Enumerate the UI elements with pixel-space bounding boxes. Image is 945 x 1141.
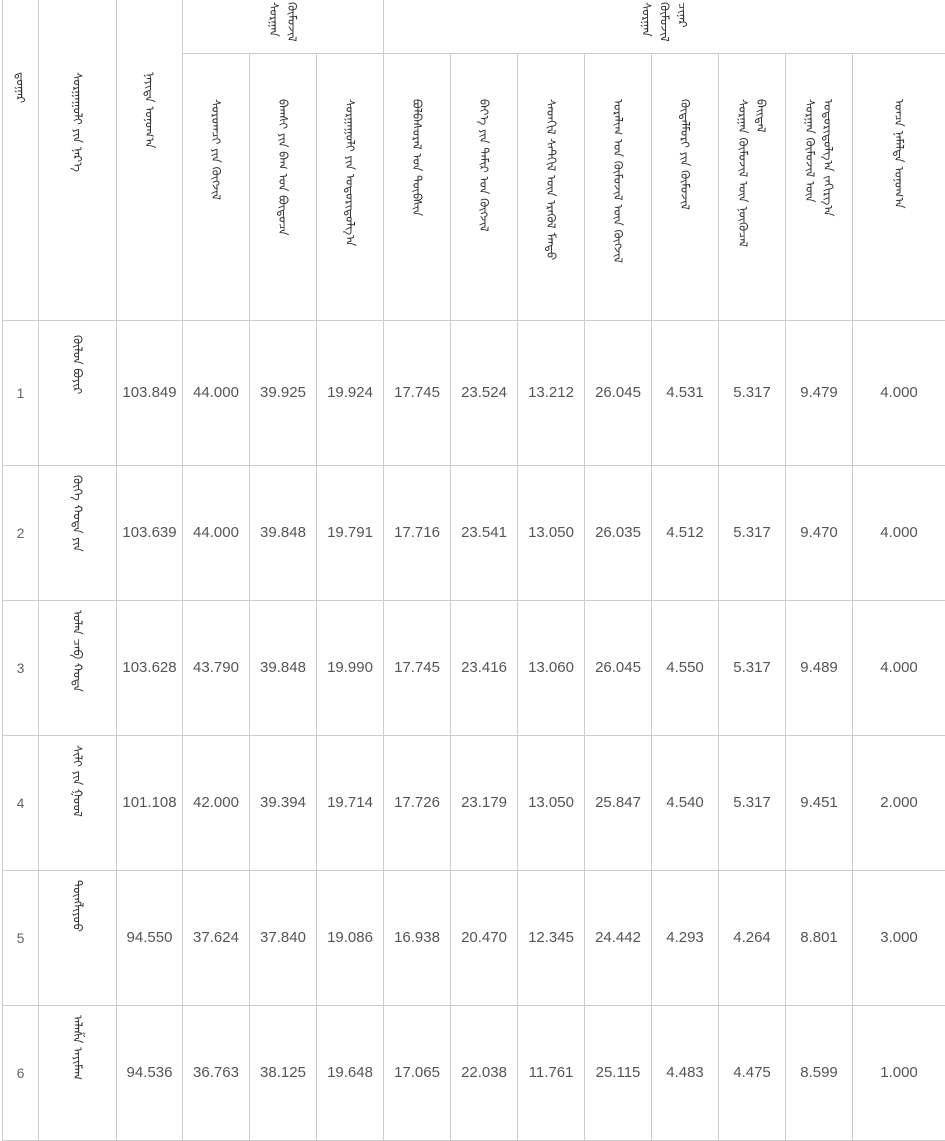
sub-header-text: ᠰᠤᠷᠭᠠᠨ ᠬᠦᠮᠦᠵᠢᠯ ᠦᠨ ᠤᠳᠤᠷᠢᠳᠤᠯᠭ᠎ᠠ ᠵᠠᠬᠢᠷᠭ᠎ᠠ [803, 99, 836, 217]
row-name-text: ᠰᠢᠯᠢ ᠶᠢᠨ ᠭᠣᠣᠯ [70, 745, 85, 817]
value-cell: 37.624 [183, 870, 250, 1005]
sub-header [652, 53, 719, 320]
value-cell: 26.035 [585, 465, 652, 600]
sub-header-text: ᠪᠠᠭᠰᠢ ᠶᠢᠨ ᠪᠠᠭ ᠤᠨ ᠪᠦᠲᠦᠴᠡ [276, 99, 290, 236]
value-cell: 19.791 [317, 465, 384, 600]
value-cell: 3.000 [853, 870, 945, 1005]
row-name [39, 320, 117, 465]
group-header-1-text: ᠰᠤᠷᠭᠠᠨ ᠬᠦᠮᠦᠵᠢᠯ [267, 1, 299, 42]
value-cell: 13.060 [518, 600, 585, 735]
table-row [3, 465, 945, 600]
value-cell: 42.000 [183, 735, 250, 870]
value-cell: 43.790 [183, 600, 250, 735]
value-total: 101.108 [117, 735, 183, 870]
sub-header [384, 53, 451, 320]
row-index: 6 [3, 1005, 39, 1140]
sub-header-text: ᠰᠡᠳᠬᠢᠯ ᠰᠡᠲᠬᠢᠯ ᠦᠨ ᠡᠷᠡᠭᠦᠯ ᠮᠡᠨᠳᠦ [544, 99, 559, 261]
value-cell: 19.648 [317, 1005, 384, 1140]
row-name [39, 870, 117, 1005]
value-cell: 20.470 [451, 870, 518, 1005]
row-name-text: ᠲᠦᠩᠯᠢᠶᠣᠤ [70, 880, 85, 932]
value-cell: 26.045 [585, 600, 652, 735]
header-name-text: ᠰᠤᠷᠭᠠᠭᠤᠯᠢ ᠶᠢᠨ ᠨᠡᠷ᠎ᠡ [70, 72, 85, 173]
sub-header [786, 53, 853, 320]
sub-header-text: ᠪᠡᠶ᠎ᠡ ᠶᠢᠨ ᠲᠠᠮᠢᠷ ᠤᠨ ᠬᠥᠭᠵᠢᠯ [477, 99, 492, 232]
value-cell: 1.000 [853, 1005, 945, 1140]
value-cell: 2.000 [853, 735, 945, 870]
sub-header-text: ᠣᠨᠴᠠ ᠨᠡᠮᠡᠯᠲᠡ ᠣᠨᠤᠭ᠎ᠠ [892, 99, 907, 209]
value-cell: 23.524 [451, 320, 518, 465]
row-name-text: ᠣᠯᠠᠨ ᠴᠠᠪ ᠬᠣᠲᠠ [70, 610, 85, 692]
header-total [117, 0, 183, 320]
value-total: 94.536 [117, 1005, 183, 1140]
value-cell: 39.848 [250, 600, 317, 735]
table-row [3, 870, 945, 1005]
value-cell: 26.045 [585, 320, 652, 465]
sub-header-text: ᠬᠥᠳᠡᠯᠮᠦᠷᠢ ᠶᠢᠨ ᠬᠦᠮᠦᠵᠢᠯ [678, 99, 693, 210]
table-row [3, 1005, 945, 1140]
value-cell: 8.801 [786, 870, 853, 1005]
value-cell: 39.848 [250, 465, 317, 600]
row-index: 1 [3, 320, 39, 465]
header-index-text: ᠳ᠋ᠤᠭᠠᠷ [13, 72, 28, 104]
sub-header-text: ᠰᠤᠷᠤᠭᠴᠢ ᠶᠢᠨ ᠬᠥᠭᠵᠢᠯ [209, 99, 223, 200]
value-cell: 4.475 [719, 1005, 786, 1140]
row-index: 2 [3, 465, 39, 600]
value-cell: 25.847 [585, 735, 652, 870]
value-cell: 4.512 [652, 465, 719, 600]
group-header-2 [384, 0, 945, 53]
value-cell: 5.317 [719, 735, 786, 870]
row-index: 3 [3, 600, 39, 735]
value-cell: 17.745 [384, 320, 451, 465]
value-cell: 38.125 [250, 1005, 317, 1140]
value-cell: 13.050 [518, 465, 585, 600]
value-cell: 25.115 [585, 1005, 652, 1140]
value-cell: 5.317 [719, 320, 786, 465]
header-name [39, 0, 117, 320]
value-cell: 13.212 [518, 320, 585, 465]
value-cell: 4.000 [853, 465, 945, 600]
value-total: 94.550 [117, 870, 183, 1005]
value-cell: 4.540 [652, 735, 719, 870]
value-cell: 4.264 [719, 870, 786, 1005]
header-total-text: ᠨᠡᠶᠢᠲᠡ ᠣᠨᠤᠭ᠎ᠠ [142, 72, 157, 149]
table-body [3, 320, 945, 1140]
score-table [2, 0, 945, 1141]
value-cell: 8.599 [786, 1005, 853, 1140]
value-cell: 16.938 [384, 870, 451, 1005]
sub-header [853, 53, 945, 320]
value-cell: 44.000 [183, 465, 250, 600]
value-cell: 4.531 [652, 320, 719, 465]
value-cell: 24.442 [585, 870, 652, 1005]
value-cell: 23.541 [451, 465, 518, 600]
row-name [39, 465, 117, 600]
value-cell: 13.050 [518, 735, 585, 870]
value-cell: 9.470 [786, 465, 853, 600]
value-cell: 22.038 [451, 1005, 518, 1140]
value-cell: 19.924 [317, 320, 384, 465]
row-index: 4 [3, 735, 39, 870]
sub-header [719, 53, 786, 320]
value-cell: 9.489 [786, 600, 853, 735]
header-index [3, 0, 39, 320]
value-cell: 36.763 [183, 1005, 250, 1140]
value-cell: 9.451 [786, 735, 853, 870]
table-row [3, 735, 945, 870]
row-name-text: ᠬᠥᠯᠦᠨ ᠪᠤᠶᠢᠷ [70, 335, 85, 395]
value-cell: 17.726 [384, 735, 451, 870]
value-cell: 11.761 [518, 1005, 585, 1140]
value-cell: 4.293 [652, 870, 719, 1005]
row-name-text: ᠬᠥᠬᠡ ᠬᠣᠲᠠ ᠶᠢᠨ [70, 475, 85, 552]
value-cell: 9.479 [786, 320, 853, 465]
sub-header [250, 53, 317, 320]
sub-header-text: ᠰᠤᠷᠭᠠᠭᠤᠯᠢ ᠶᠢᠨ ᠤᠳᠤᠷᠢᠳᠤᠯᠭ᠎ᠠ [343, 99, 357, 247]
sub-header [183, 53, 250, 320]
value-cell: 17.065 [384, 1005, 451, 1140]
value-cell: 17.716 [384, 465, 451, 600]
sub-header [585, 53, 652, 320]
value-cell: 5.317 [719, 465, 786, 600]
sub-header-text: ᠰᠤᠷᠭᠠᠨ ᠬᠦᠮᠦᠵᠢᠯ ᠦᠨ ᠨᠥᠬᠦᠴᠡᠯ ᠪᠠᠢᠳᠠᠯ [736, 99, 769, 248]
table-row [3, 600, 945, 735]
value-cell: 4.000 [853, 320, 945, 465]
value-cell: 23.179 [451, 735, 518, 870]
group-header-1 [183, 0, 384, 53]
value-cell: 19.086 [317, 870, 384, 1005]
sub-header [451, 53, 518, 320]
value-cell: 12.345 [518, 870, 585, 1005]
header-row-groups [3, 0, 945, 53]
sub-header [518, 53, 585, 320]
row-index: 5 [3, 870, 39, 1005]
value-cell: 19.990 [317, 600, 384, 735]
value-total: 103.639 [117, 465, 183, 600]
value-cell: 39.394 [250, 735, 317, 870]
value-cell: 4.483 [652, 1005, 719, 1140]
value-cell: 39.925 [250, 320, 317, 465]
row-name [39, 1005, 117, 1140]
value-cell: 19.714 [317, 735, 384, 870]
value-cell: 17.745 [384, 600, 451, 735]
value-cell: 37.840 [250, 870, 317, 1005]
sub-header-text: ᠪᠣᠯᠪᠠᠰᠤᠷᠠᠯ ᠤᠨ ᠲᠥᠪᠰᠢᠨ [410, 99, 425, 217]
value-cell: 4.550 [652, 600, 719, 735]
table-row [3, 320, 945, 465]
sub-header [317, 53, 384, 320]
value-total: 103.849 [117, 320, 183, 465]
value-total: 103.628 [117, 600, 183, 735]
row-name [39, 735, 117, 870]
value-cell: 44.000 [183, 320, 250, 465]
value-cell: 4.000 [853, 600, 945, 735]
sub-header-text: ᠤᠷᠠᠯᠢᠭ ᠤᠨ ᠬᠦᠮᠦᠵᠢᠯ ᠦᠨ ᠬᠥᠭᠵᠢᠯ [611, 99, 626, 263]
value-cell: 23.416 [451, 600, 518, 735]
value-cell: 5.317 [719, 600, 786, 735]
group-header-2-text: ᠰᠤᠷᠭᠠᠨ ᠬᠦᠮᠦᠵᠢᠯ ᠴᠢᠨᠠᠷ [639, 1, 690, 42]
row-name [39, 600, 117, 735]
row-name-text: ᠠᠯᠠᠱᠠ ᠠᠶᠢᠮᠠᠭ [70, 1015, 85, 1081]
